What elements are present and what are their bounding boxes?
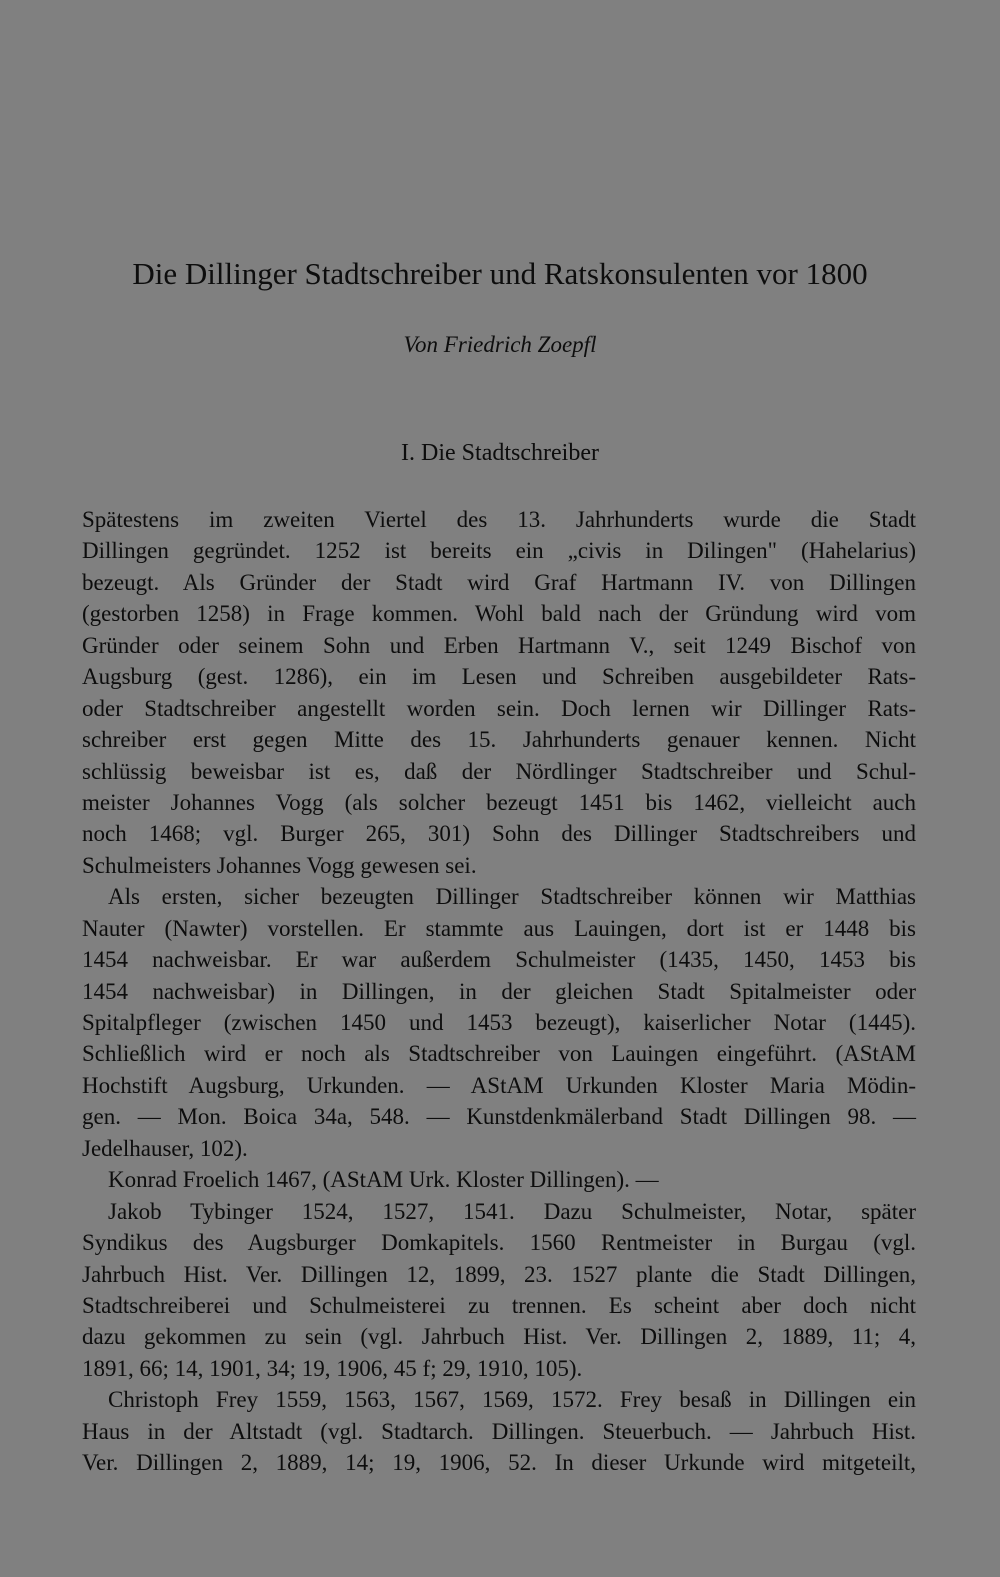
text-line: noch 1468; vgl. Burger 265, 301) Sohn des Dillinger Stadtschreibers und — [82, 821, 916, 847]
text-line: Christoph Frey 1559, 1563, 1567, 1569, 1572. Frey besaß in Dillingen ein — [108, 1387, 916, 1413]
text-line: dazu gekommen zu sein (vgl. Jahrbuch Hist. Ver. Dillingen 2, 1889, 11; 4, — [82, 1324, 916, 1350]
text-line: Spätestens im zweiten Viertel des 13. Jahrhunderts wurde die Stadt — [82, 507, 916, 532]
page-title: Die Dillinger Stadtschreiber und Ratskonsulenten vor 1800 — [132, 256, 868, 291]
text-line: (gestorben 1258) in Frage kommen. Wohl bald nach der Gründung wird vom — [82, 601, 916, 627]
text-line: 1891, 66; 14, 1901, 34; 19, 1906, 45 f; 29, 1910, 105). — [82, 1355, 583, 1381]
text-line: oder Stadtschreiber angestellt worden sein. Doch lernen wir Dillinger Rats- — [82, 695, 916, 721]
text-line: gen. — Mon. Boica 34a, 548. — Kunstdenkmälerband Stadt Dillingen 98. — — [82, 1104, 916, 1130]
text-line: Hochstift Augsburg, Urkunden. — AStAM Urkunden Kloster Maria Mödin- — [82, 1072, 916, 1098]
text-line: Konrad Froelich 1467, (AStAM Urk. Kloster Dillingen). — — [108, 1167, 659, 1193]
text-line: 1454 nachweisbar) in Dillingen, in der gleichen Stadt Spitalmeister oder — [82, 978, 916, 1004]
text-line: Stadtschreiberei und Schulmeisterei zu trennen. Es scheint aber doch nicht — [82, 1292, 916, 1318]
text-line: Als ersten, sicher bezeugten Dillinger Stadtschreiber können wir Matthias — [108, 884, 916, 910]
text-line: Jahrbuch Hist. Ver. Dillingen 12, 1899, 23. 1527 plante die Stadt Dillingen, — [82, 1261, 916, 1287]
text-line: Nauter (Nawter) vorstellen. Er stammte aus Lauingen, dort ist er 1448 bis — [82, 915, 916, 941]
paragraph — [82, 1196, 916, 1385]
paragraph — [82, 881, 916, 1164]
text-line: schreiber erst gegen Mitte des 15. Jahrhunderts genauer kennen. Nicht — [82, 727, 916, 753]
text-line: Schulmeisters Johannes Vogg gewesen sei. — [82, 852, 477, 878]
paragraph — [82, 504, 916, 881]
text-line: Haus in der Altstadt (vgl. Stadtarch. Dillingen. Steuerbuch. — Jahrbuch Hist. — [82, 1418, 916, 1444]
text-line: Jedelhauser, 102). — [82, 1135, 248, 1161]
text-line: schlüssig beweisbar ist es, daß der Nördlinger Stadtschreiber und Schul- — [82, 758, 916, 784]
text-line: meister Johannes Vogg (als solcher bezeugt 1451 bis 1462, vielleicht auch — [82, 789, 916, 815]
section-heading: I. Die Stadtschreiber — [401, 440, 599, 466]
text-line: Spitalpfleger (zwischen 1450 und 1453 bezeugt), kaiserlicher Notar (1445). — [82, 1010, 916, 1035]
paragraph — [82, 1164, 916, 1195]
text-line: Schließlich wird er noch als Stadtschreiber von Lauingen eingeführt. (AStAM — [82, 1041, 916, 1067]
text-line: Augsburg (gest. 1286), ein im Lesen und Schreiben ausgebildeter Rats- — [82, 664, 916, 690]
text-line: bezeugt. Als Gründer der Stadt wird Graf Hartmann IV. von Dillingen — [82, 569, 916, 595]
text-line: 1454 nachweisbar. Er war außerdem Schulmeister (1435, 1450, 1453 bis — [82, 947, 916, 973]
text-line: Dillingen gegründet. 1252 ist bereits ein „civis in Dilingen" (Hahelarius) — [82, 538, 916, 564]
text-line: Jakob Tybinger 1524, 1527, 1541. Dazu Schulmeister, Notar, später — [108, 1198, 916, 1224]
text-line: Gründer oder seinem Sohn und Erben Hartmann V., seit 1249 Bischof von — [82, 632, 916, 658]
author-line: Von Friedrich Zoepfl — [403, 332, 597, 357]
text-line: Ver. Dillingen 2, 1889, 14; 19, 1906, 52. In dieser Urkunde wird mitgeteilt, — [82, 1450, 916, 1476]
body-text — [82, 504, 916, 1479]
text-line: Syndikus des Augsburger Domkapitels. 1560 Rentmeister in Burgau (vgl. — [82, 1230, 916, 1256]
paragraph — [82, 1384, 916, 1478]
